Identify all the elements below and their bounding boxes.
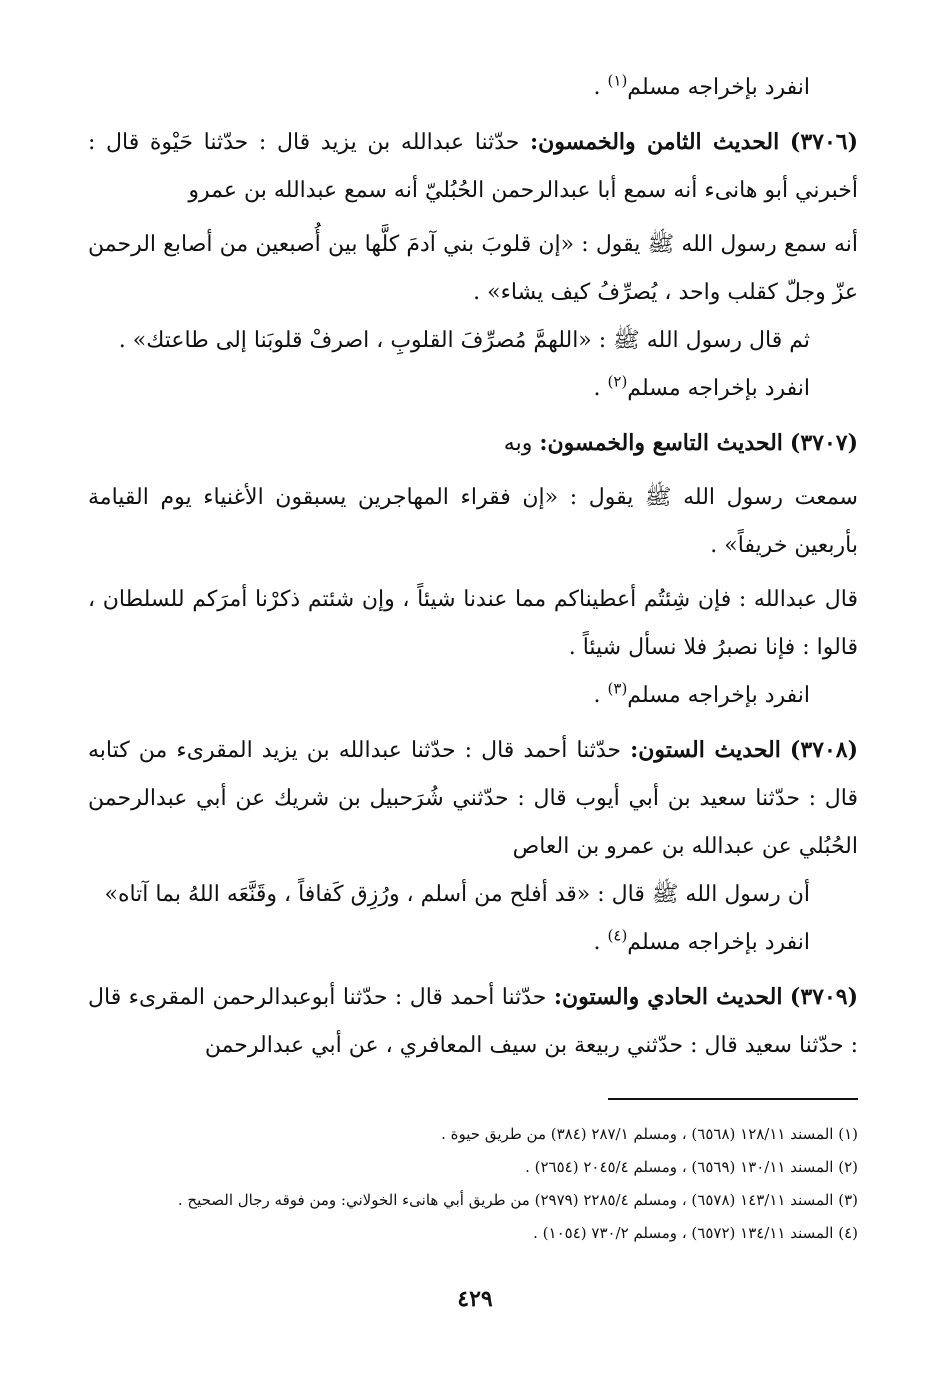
hadith-title: الحديث الحادي والستون: [553, 984, 783, 1010]
hadith-text: سمعت رسول الله ﷺ يقول : «إن فقراء المهاجرين يسبقون الأغنياء يوم القيامة بأربعين خريفاً» . [88, 485, 858, 558]
hadith-text: ثم قال رسول الله ﷺ : «اللهمَّ مُصرِّفَ القلوبِ ، اصرفْ قلوبَنا إلى طاعتك» . [118, 328, 810, 353]
hadith-number: (٣٧٠٨) [789, 737, 859, 763]
footnote-4: (٤) المسند ١٣٤/١١ (٦٥٧٢) ، ومسلم ٧٣٠/٢ (١٠٥٤) . [533, 1224, 858, 1242]
footnote-1: (١) المسند ١٢٨/١١ (٦٥٦٨) ، ومسلم ٢٨٧/١ (٣٨٤) من طريق حيوة . [441, 1125, 858, 1143]
attribution-line: انفرد بإخراجه مسلم$^{(٣)}$ . [593, 679, 810, 708]
hadith-text: قال عبدالله : فإن شِئتُم أعطيناكم مما عندنا شيئاً ، وإن شئتم ذكرْنا أمرَكم للسلطان ، قالوا : فإنا نصبرُ فلا نسأل شيئاً . [88, 587, 858, 660]
hadith-text: أن رسول الله ﷺ قال : «قد أفلح من أسلم ، ورُزِق كَفافاً ، وقَنَّعَه اللهُ بما آتاه» [104, 882, 810, 907]
hadith-heading-paragraph: (٣٧٠٦) الحديث الثامن والخمسون: حدّثنا عبدالله بن يزيد قال : حدّثنا حَيْوة قال : أخبرني أبو هانىء أنه سمع أبا عبدالرحمن الحُبُليّ أنه سمع عبدالله بن عمرو [88, 129, 859, 203]
footnote-3: (٣) المسند ١٤٣/١١ (٦٥٧٨) ، ومسلم ٢٢٨٥/٤ (٢٩٧٩) من طريق أبي هانىء الخولاني: ومن فوقه رجال الصحيح . [177, 1191, 858, 1209]
attribution-line: انفرد بإخراجه مسلم$^{(٢)}$ . [593, 372, 810, 401]
hadith-heading-paragraph: (٣٧٠٨) الحديث الستون: حدّثنا أحمد قال : حدّثنا عبدالله بن يزيد المقرىء من كتابه قال : حدّثنا سعيد بن أبي أيوب قال : حدّثني شُرَحبيل بن شريك عن أبي عبدالرحمن الحُبُلي عن عبدالله بن عمرو بن العاص [88, 737, 859, 859]
hadith-text: أنه سمع رسول الله ﷺ يقول : «إن قلوبَ بني آدمَ كلَّها بين أُصبعين من أصابع الرحمن عزّ وجلّ كقلب واحد ، يُصرِّفُ كيف يشاء» . [88, 232, 858, 305]
main-text [88, 64, 858, 1070]
hadith-heading-paragraph: (٣٧٠٩) الحديث الحادي والستون: حدّثنا أحمد قال : حدّثنا أبوعبدالرحمن المقرىء قال : حدّثنا سعيد قال : حدّثني ربيعة بن سيف المعافري ، عن أبي عبدالرحمن [88, 984, 858, 1058]
footnote-ref[interactable]: (١) [607, 71, 628, 90]
hadith-number: (٣٧٠٦) [789, 129, 859, 155]
page-number: ٤٢٩ [457, 1286, 493, 1312]
footnotes [88, 1118, 858, 1250]
footnote-ref[interactable]: (٤) [607, 926, 628, 945]
hadith-number: (٣٧٠٧) [789, 430, 858, 456]
attribution-line: انفرد بإخراجه مسلم$^{(١)}$ . [593, 71, 810, 100]
footnote-ref[interactable]: (٣) [607, 679, 628, 698]
hadith-number: (٣٧٠٩) [789, 984, 858, 1010]
attribution-line: انفرد بإخراجه مسلم$^{(٤)}$ . [593, 926, 810, 955]
footnote-2: (٢) المسند ١٣٠/١١ (٦٥٦٩) ، ومسلم ٢٠٤٥/٤ (٢٦٥٤) . [525, 1158, 858, 1176]
hadith-title: الحديث الستون: [630, 737, 781, 763]
footnote-ref[interactable]: (٢) [607, 372, 628, 391]
hadith-heading-paragraph: (٣٧٠٧) الحديث التاسع والخمسون: وبه [503, 430, 858, 456]
hadith-title: الحديث التاسع والخمسون: [539, 430, 783, 456]
footnote-divider [608, 1098, 858, 1100]
hadith-title: الحديث الثامن والخمسون: [530, 129, 780, 155]
